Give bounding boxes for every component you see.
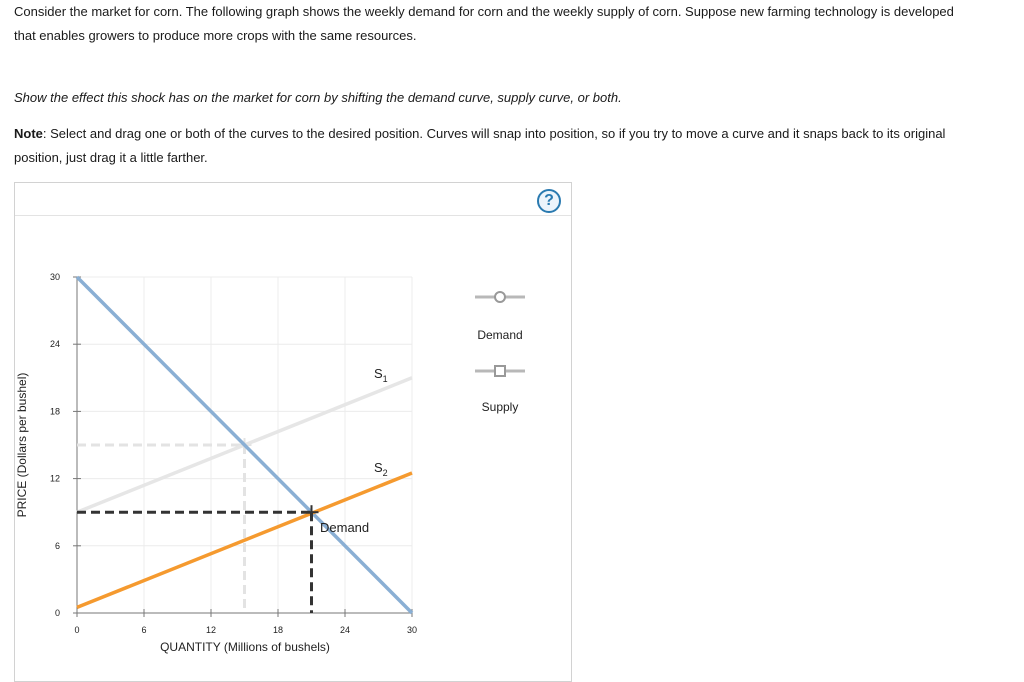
help-icon[interactable]: ? bbox=[537, 189, 561, 213]
note-label: Note bbox=[14, 126, 43, 141]
legend-supply-square-icon[interactable] bbox=[495, 366, 505, 376]
legend bbox=[475, 292, 525, 414]
demand-curve-label: Demand bbox=[320, 520, 370, 535]
legend-supply-label: Supply bbox=[481, 400, 519, 414]
y-tick-label: 24 bbox=[49, 339, 60, 350]
s1-label: $S_1$ bbox=[374, 366, 388, 384]
y-axis-label: PRICE (Dollars per bushel) bbox=[15, 372, 29, 518]
x-tick-label: 6 bbox=[141, 625, 147, 635]
y-tick-label: 6 bbox=[54, 540, 60, 551]
x-axis-label: QUANTITY (Millions of bushels) bbox=[160, 640, 330, 654]
x-tick-label: 24 bbox=[339, 625, 351, 635]
x-tick-label: 18 bbox=[272, 625, 284, 635]
question-intro: Consider the market for corn. The following graph shows the weekly demand for corn and the weekly supply of corn. Suppose new farming technology is developed that enables growers to produce more crops with the same resources. bbox=[14, 4, 954, 43]
legend-supply[interactable] bbox=[475, 366, 525, 414]
equilibrium-guides bbox=[77, 438, 252, 613]
x-tick-label: 12 bbox=[205, 625, 217, 635]
y-tick-label: 12 bbox=[49, 473, 60, 484]
note-text: : Select and drag one or both of the curves to the desired position. Curves will snap into position, so if you try to move a curve and it snaps back to its original position, just drag it a little farther. bbox=[14, 126, 946, 165]
legend-demand-circle-icon[interactable] bbox=[495, 292, 505, 302]
y-tick-label: 0 bbox=[54, 608, 60, 618]
y-tick-label: 18 bbox=[49, 406, 60, 417]
x-tick-label: 30 bbox=[406, 625, 418, 635]
question-instruction: Show the effect this shock has on the market for corn by shifting the demand curve, supply curve, or both. bbox=[14, 90, 622, 105]
legend-demand[interactable] bbox=[475, 292, 525, 342]
y-tick-label: 30 bbox=[49, 272, 60, 282]
s2-label: $S_2$ bbox=[374, 460, 388, 478]
x-tick-label: 0 bbox=[74, 625, 80, 635]
axes bbox=[50, 272, 417, 635]
legend-demand-label: Demand bbox=[477, 328, 523, 342]
